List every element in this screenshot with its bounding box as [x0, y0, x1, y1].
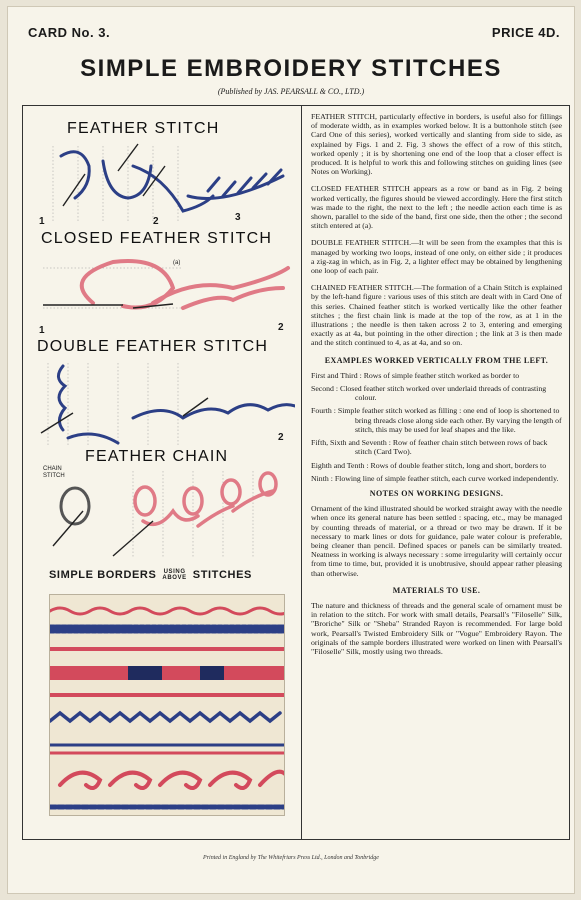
- closed-num-2: 2: [278, 322, 284, 333]
- example-item: First and Third : Rows of simple feather stitch worked as border to: [311, 370, 520, 380]
- double-feather-title: DOUBLE FEATHER STITCH: [37, 338, 269, 355]
- card-number: CARD No. 3.: [28, 25, 111, 40]
- content-frame: [22, 105, 570, 840]
- double-feather-diagram: [33, 358, 295, 450]
- example-item: Second : Closed feather stitch worked over underlaid threads of contrasting colour.: [311, 384, 547, 403]
- notes-paragraph: Ornament of the kind illustrated should be worked straight away with the needle when once its general nature has been settled : spacing, etc., may be managed by counting threads of material, or a thread or two may be drawn. If it be necessary to mark lines or dots for guidance, pale water colour is preferable, being cleaner than pencil. Defined spaces or panels can be similarly treated. Neatness in working is always necessary : some irregularity will certainly occur from time to time, but, provided it is unobtrusive, should appear rather pleasing than otherwise.: [311, 504, 562, 578]
- materials-heading: MATERIALS TO USE.: [392, 585, 481, 595]
- borders-title-right: STITCHES: [192, 569, 252, 581]
- closed-feather-title: CLOSED FEATHER STITCH: [41, 230, 273, 247]
- example-item: Fourth : Simple feather stitch worked as filling : one end of loop is shortened to bring threads close along side each other. By varying the length of stitch, this may be used for leaf shapes and the like.: [311, 406, 562, 434]
- closed-feather-note-a: (a): [173, 260, 181, 266]
- borders-using: USING: [163, 569, 186, 576]
- text-column: [302, 106, 570, 839]
- para-feather-stitch: FEATHER STITCH, particularly effective in borders, is useful also for fillings of moderate width, as in examples worked below. It is a buttonhole stitch (see Card One of this series), worked vertically and slanting from side to side, as explained by Figs. 1 and 2. Fig. 3 shows the effect of a row of this stitch, worked openly ; it is by shortening one end of the loop that a closer effect is produced. It is helpful to work this and following stitches on guiding lines (see Notes on Working).: [311, 112, 562, 177]
- feather-chain-diagram: [33, 466, 295, 564]
- feather-num-2: 2: [153, 216, 159, 227]
- para-closed-feather: CLOSED FEATHER STITCH appears as a row or band as in Fig. 2 being worked vertically, the figures should be viewed accordingly. Here the first stitch was made to the right, the next to the left ; the needle action each time is as shown, parallel to the side of the band, first one side, then the other ; the second stitch entered at (a).: [311, 184, 562, 231]
- feather-stitch-diagram: [33, 136, 295, 228]
- materials-paragraph: The nature and thickness of threads and the general scale of ornament must be in relation to the stitch. For work with small details, Pearsall's "Filoselle" Silk, "Broriche" Silk or "Sheba" Stranded Rayon is recommended. For large bold work, Pearsall's Twisted Embroidery Silk or "Vogue" Embroidery Rayon. The originals of the sample borders illustrated were worked on linen with Pearsall's "Filoselle" Silk, mostly using two threads.: [311, 600, 562, 656]
- feather-stitch-title: FEATHER STITCH: [67, 120, 220, 137]
- para-chained-feather: CHAINED FEATHER STITCH.—The formation of a Chain Stitch is explained by the left-hand figure : various uses of this stitch are dealt with in Card One of this series. Chained feather stitch is worked vertically like the other feather stitches ; the first chain link is made at the top of the row, as at 1 in the illustrations ; the needle is then taken across 2 to 3, entering and emerging exactly as at 4a, but pointing in the other direction ; the link at 3 is then made and the stitch continued to 4, as at 4a, and so on.: [311, 283, 562, 348]
- notes-heading: NOTES ON WORKING DESIGNS.: [369, 488, 504, 498]
- publisher-line: (Published by JAS. PEARSALL & CO., LTD.): [217, 87, 365, 96]
- printer-footer: Printed in England by The Whitefriars Press Ltd., London and Tonbridge: [203, 855, 379, 861]
- examples-heading: EXAMPLES WORKED VERTICALLY FROM THE LEFT.: [324, 355, 549, 365]
- embroidery-card: [7, 6, 575, 894]
- example-item: Eighth and Tenth : Rows of double feather stitch, long and short, borders to: [311, 460, 547, 470]
- double-num-2: 2: [278, 432, 284, 443]
- simple-borders-title: [49, 569, 252, 581]
- feather-num-1: 1: [39, 216, 45, 227]
- chain-stitch-label: CHAIN STITCH: [43, 466, 65, 479]
- closed-feather-diagram: [33, 248, 295, 326]
- feather-chain-title: FEATHER CHAIN: [85, 448, 229, 465]
- borders-above: ABOVE: [162, 575, 187, 582]
- feather-num-3: 3: [235, 212, 241, 223]
- example-item: Ninth : Flowing line of simple feather stitch, each curve worked independently.: [311, 473, 559, 483]
- example-item: Fifth, Sixth and Seventh : Row of feather chain stitch between rows of back stitch (Card Two).: [311, 438, 548, 457]
- embroidery-sampler: [49, 594, 285, 816]
- closed-num-1: 1: [39, 325, 45, 336]
- borders-title-left: SIMPLE BORDERS: [49, 569, 157, 581]
- para-double-feather: DOUBLE FEATHER STITCH.—It will be seen from the examples that this is managed by working two loops, instead of one only, on either side ; it produces a zig-zag in which, as in Fig. 2, a lighter effect may be obtained by lengthening one loop of each pair.: [311, 238, 562, 276]
- illustration-panel: [23, 106, 302, 839]
- sampler-illustration: [50, 595, 285, 816]
- page-title: SIMPLE EMBROIDERY STITCHES: [80, 55, 502, 82]
- price-label: PRICE 4D.: [491, 25, 560, 40]
